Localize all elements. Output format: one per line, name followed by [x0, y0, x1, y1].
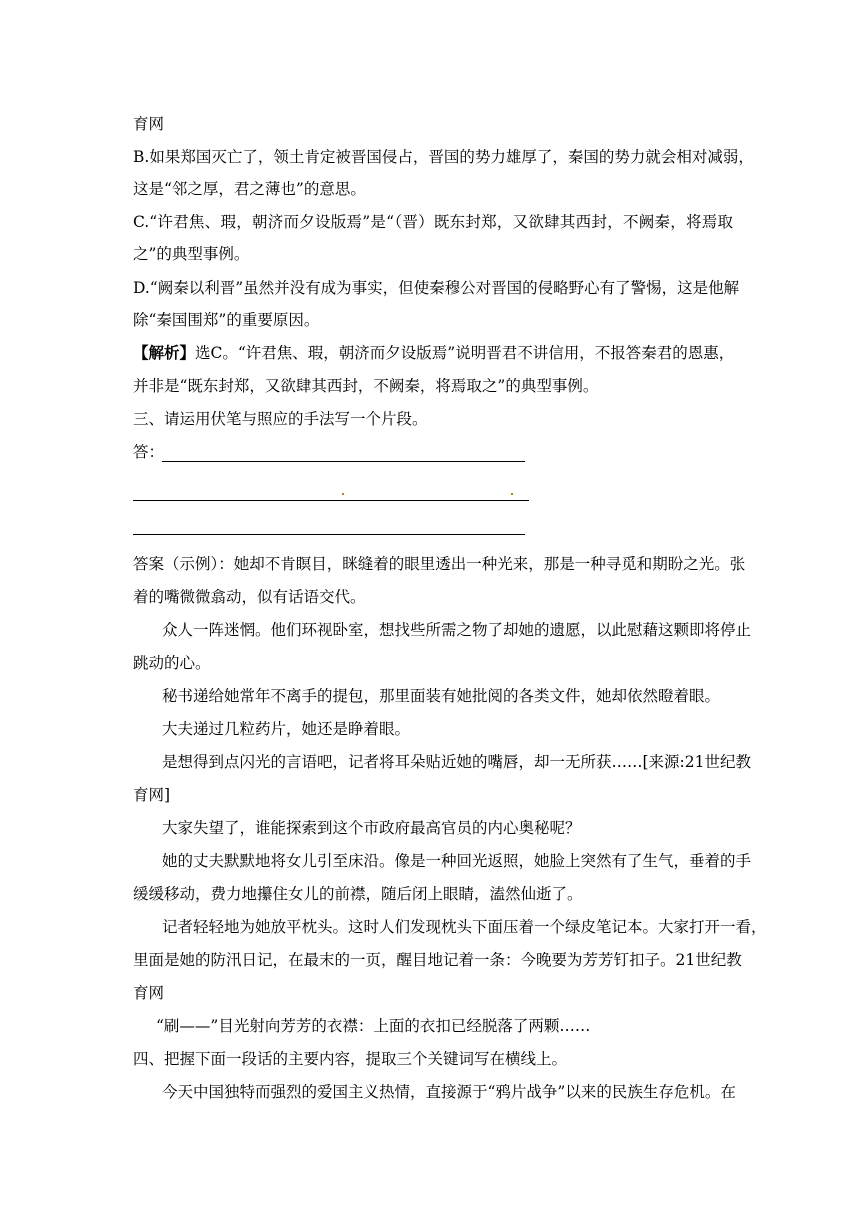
text-line: 缓缓移动，费力地攥住女儿的前襟，随后闭上眼睛，溘然仙逝了。	[133, 885, 583, 903]
stray-mark	[511, 493, 513, 495]
option-b-line: B.如果郑国灭亡了，领土肯定被晋国侵占，晋国的势力雄厚了，秦国的势力就会相对减弱，	[133, 148, 754, 166]
option-c-line: C.“许君焦、瑕，朝济而夕设版焉”是“（晋）既东封郑，又欲肆其西封，不阙秦，将焉取	[133, 213, 733, 231]
answer-blank-line-3	[133, 534, 525, 535]
text-line: 育网	[133, 115, 165, 133]
answer-label: 答：	[133, 443, 165, 461]
paragraph-line: 大夫递过几粒药片，她还是睁着眼。	[162, 720, 411, 738]
paragraph-line: 记者轻轻地为她放平枕头。这时人们发现枕头下面压着一个绿皮笔记本。大家打开一看，	[162, 918, 767, 936]
text-line: 着的嘴微微翕动，似有话语交代。	[133, 588, 366, 606]
sample-answer-line: 答案（示例）：她却不肯瞑目，眯缝着的眼里透出一种光来，那是一种寻觅和期盼之光。张	[133, 555, 746, 573]
analysis-text: 选C。“许君焦、瑕，朝济而夕设版焉”说明晋君不讲信用，不报答秦君的恩惠，	[195, 344, 735, 362]
text-line: 里面是她的防汛日记，在最末的一页，醒目地记着一条：今晚要为芳芳钉扣子。21世纪教	[133, 951, 742, 969]
stray-mark	[342, 493, 344, 495]
question-three-heading: 三、请运用伏笔与照应的手法写一个片段。	[133, 410, 428, 428]
paragraph-line: 是想得到点闪光的言语吧，记者将耳朵贴近她的嘴唇，却一无所获……[来源:21世纪教	[162, 753, 751, 771]
paragraph-line: 大家失望了，谁能探索到这个市政府最高官员的内心奥秘呢？	[162, 819, 581, 837]
paragraph-line: 秘书递给她常年不离手的提包，那里面装有她批阅的各类文件，她却依然瞪着眼。	[162, 687, 721, 705]
analysis-label: 【解析】	[133, 343, 196, 362]
text-line: 除“秦国围郑”的重要原因。	[133, 311, 320, 329]
analysis-line	[133, 343, 733, 363]
text-line: 育网	[133, 984, 165, 1002]
text-line: 育网]	[133, 786, 171, 804]
text-line: 这是“邻之厚，君之薄也”的意思。	[133, 180, 366, 198]
question-four-heading: 四、把握下面一段话的主要内容，提取三个关键词写在横线上。	[133, 1050, 568, 1068]
text-line: 并非是“既东封郑，又欲肆其西封，不阙秦，将焉取之”的典型事例。	[133, 377, 599, 395]
answer-blank-line-2	[133, 500, 529, 501]
option-d-line: D.“阙秦以利晋”虽然并没有成为事实，但使秦穆公对晋国的侵略野心有了警惕，这是他解	[133, 279, 740, 297]
paragraph-line: 她的丈夫默默地将女儿引至床沿。像是一种回光返照，她脸上突然有了生气，垂着的手	[162, 852, 752, 870]
answer-blank-line-1	[162, 461, 525, 462]
paragraph-line: “刷——”目光射向芳芳的衣襟：上面的衣扣已经脱落了两颗……	[156, 1017, 591, 1035]
text-line: 之”的典型事例。	[133, 245, 250, 263]
paragraph-line: 今天中国独特而强烈的爱国主义热情，直接源于“鸦片战争”以来的民族生存危机。在	[162, 1083, 736, 1101]
text-line: 跳动的心。	[133, 654, 211, 672]
paragraph-line: 众人一阵迷惘。他们环视卧室，想找些所需之物了却她的遗愿，以此慰藉这颗即将停止	[162, 621, 752, 639]
